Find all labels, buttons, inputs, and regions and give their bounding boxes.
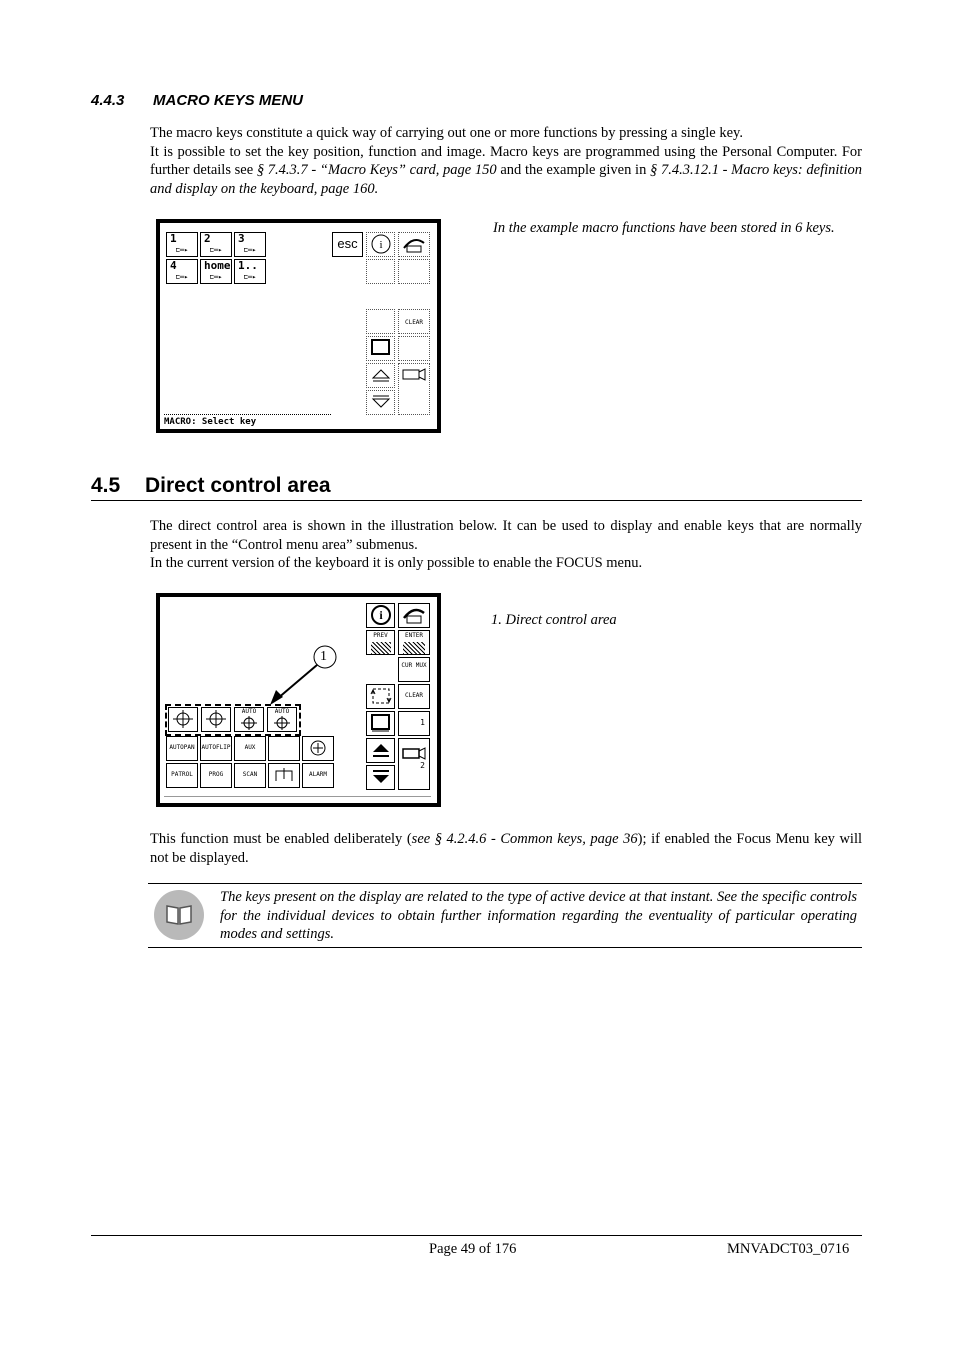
status-line: MACRO: Select key — [164, 417, 257, 427]
macro-key-4[interactable]: 4 ⊏═▸ — [166, 259, 198, 284]
info-icon[interactable] — [366, 232, 395, 257]
ref-macro-keys-definition[interactable]: § 7.4.3.12.1 - Macro keys: definition and display on the keyboard, page 160. — [150, 162, 862, 197]
macro-keys-screen — [156, 219, 441, 433]
phone-icon[interactable] — [398, 603, 430, 628]
camera-key[interactable] — [398, 738, 430, 790]
page-number: Page 49 of 176 — [429, 1241, 517, 1257]
book-icon — [154, 890, 204, 940]
info-icon[interactable] — [366, 603, 395, 628]
autopan-key[interactable]: AUTOPAN — [166, 736, 198, 761]
status-divider — [164, 414, 331, 415]
phone-icon[interactable] — [398, 232, 430, 257]
section-number: 4.4.3 — [91, 92, 125, 109]
svg-text:i: i — [378, 608, 383, 622]
macro-key-1dot[interactable]: 1.. ⊏═▸ — [234, 259, 266, 284]
note-text: The keys present on the display are related to the type of active device at that instant. See the specific controls for the individual devices to obtain further information regarding the eventuality of particular operating modes and settings. — [220, 889, 857, 942]
prev-icon[interactable] — [366, 259, 395, 284]
down-arrow-icon[interactable] — [366, 390, 395, 415]
direct-p3: This function must be enabled deliberately (see § 4.2.4.6 - Common keys, page 36); if enabled the Focus Menu key will not be displayed. — [150, 831, 863, 866]
scan-key[interactable]: SCAN — [234, 763, 266, 788]
prog-key[interactable]: PROG — [200, 763, 232, 788]
ref-macro-keys-card[interactable]: § 7.4.3.7 - “Macro Keys” card, page 150 — [256, 162, 497, 178]
monitor-number-key[interactable] — [398, 336, 430, 361]
focus-key-auto-1[interactable]: AUTO — [234, 707, 264, 732]
autoflip-key[interactable]: AUTOFLIP — [200, 736, 232, 761]
up-arrow-icon[interactable] — [366, 363, 395, 388]
macro-p2: It is possible to set the key position, function and image. Macro keys are programmed using the Personal Computer. For further details see § 7.4.3.7 - “Macro Keys” card, page 150 and the example given in § 7.4.3.12.1 - Macro keys: definition and display on the keyboard, page 160. — [150, 143, 862, 197]
ref-common-keys[interactable]: see § 4.2.4.6 - Common keys, page 36 — [411, 831, 638, 847]
note-box — [148, 883, 862, 948]
footer-rule — [91, 1235, 862, 1236]
down-arrow-icon[interactable] — [366, 765, 395, 790]
macro-p1: The macro keys constitute a quick way of carrying out one or more functions by pressing a single key. — [150, 125, 743, 141]
aux-key[interactable]: AUX — [234, 736, 266, 761]
callout-arrow — [265, 637, 345, 707]
status-divider — [164, 796, 431, 797]
prev-key[interactable]: PREV — [366, 630, 395, 655]
direct-p1: The direct control area is shown in the illustration below. It can be used to display and enable keys that are normally present in the “Control menu area” submenus. — [150, 518, 862, 553]
esc-button[interactable]: esc — [332, 232, 363, 257]
section-title: Direct control area — [145, 474, 331, 497]
macro-key-1[interactable]: 1 ⊏═▸ — [166, 232, 198, 257]
macro-key-2[interactable]: 2 ⊏═▸ — [200, 232, 232, 257]
preset-icon[interactable] — [268, 763, 300, 788]
section-number: 4.5 — [91, 474, 121, 497]
empty-key[interactable] — [268, 736, 300, 761]
enter-icon[interactable] — [398, 259, 430, 284]
rotate-icon[interactable] — [366, 309, 395, 334]
section-title: MACRO KEYS MENU — [153, 92, 304, 109]
section-4-4-3-heading — [91, 92, 303, 109]
svg-text:i: i — [378, 239, 383, 251]
direct-control-screen — [156, 593, 441, 807]
callout-number: 1 — [320, 649, 327, 664]
focus-key-2[interactable] — [201, 707, 231, 732]
clear-button[interactable]: CLEAR — [398, 309, 430, 334]
macro-key-home[interactable]: home ⊏═▸ — [200, 259, 232, 284]
patrol-key[interactable]: PATROL — [166, 763, 198, 788]
alarm-key[interactable]: ALARM — [302, 763, 334, 788]
focus-key-1[interactable] — [168, 707, 198, 732]
clear-key[interactable]: CLEAR — [398, 684, 430, 709]
camera-number: 2 — [420, 761, 425, 770]
macro-key-3[interactable]: 3 ⊏═▸ — [234, 232, 266, 257]
wiper-icon[interactable] — [302, 736, 334, 761]
direct-intro — [150, 517, 862, 573]
rotate-icon[interactable] — [366, 684, 395, 709]
monitor-icon[interactable] — [366, 711, 395, 736]
focus-key-auto-2[interactable]: AUTO — [267, 707, 297, 732]
legend-item-1: 1. Direct control area — [491, 612, 617, 628]
document-code: MNVADCT03_0716 — [727, 1241, 850, 1257]
macro-intro — [150, 124, 862, 198]
macro-screen-caption: In the example macro functions have been stored in 6 keys. — [493, 220, 835, 236]
up-arrow-icon[interactable] — [366, 738, 395, 763]
camera-icon[interactable] — [398, 363, 430, 415]
cur-mux-key[interactable]: CUR MUX — [398, 657, 430, 682]
enter-key[interactable]: ENTER — [398, 630, 430, 655]
monitor-icon[interactable] — [366, 336, 395, 361]
direct-p2: In the current version of the keyboard it is only possible to enable the FOCUS menu. — [150, 555, 643, 571]
monitor-number: 1 — [398, 711, 430, 736]
section-4-5-heading — [91, 474, 862, 501]
